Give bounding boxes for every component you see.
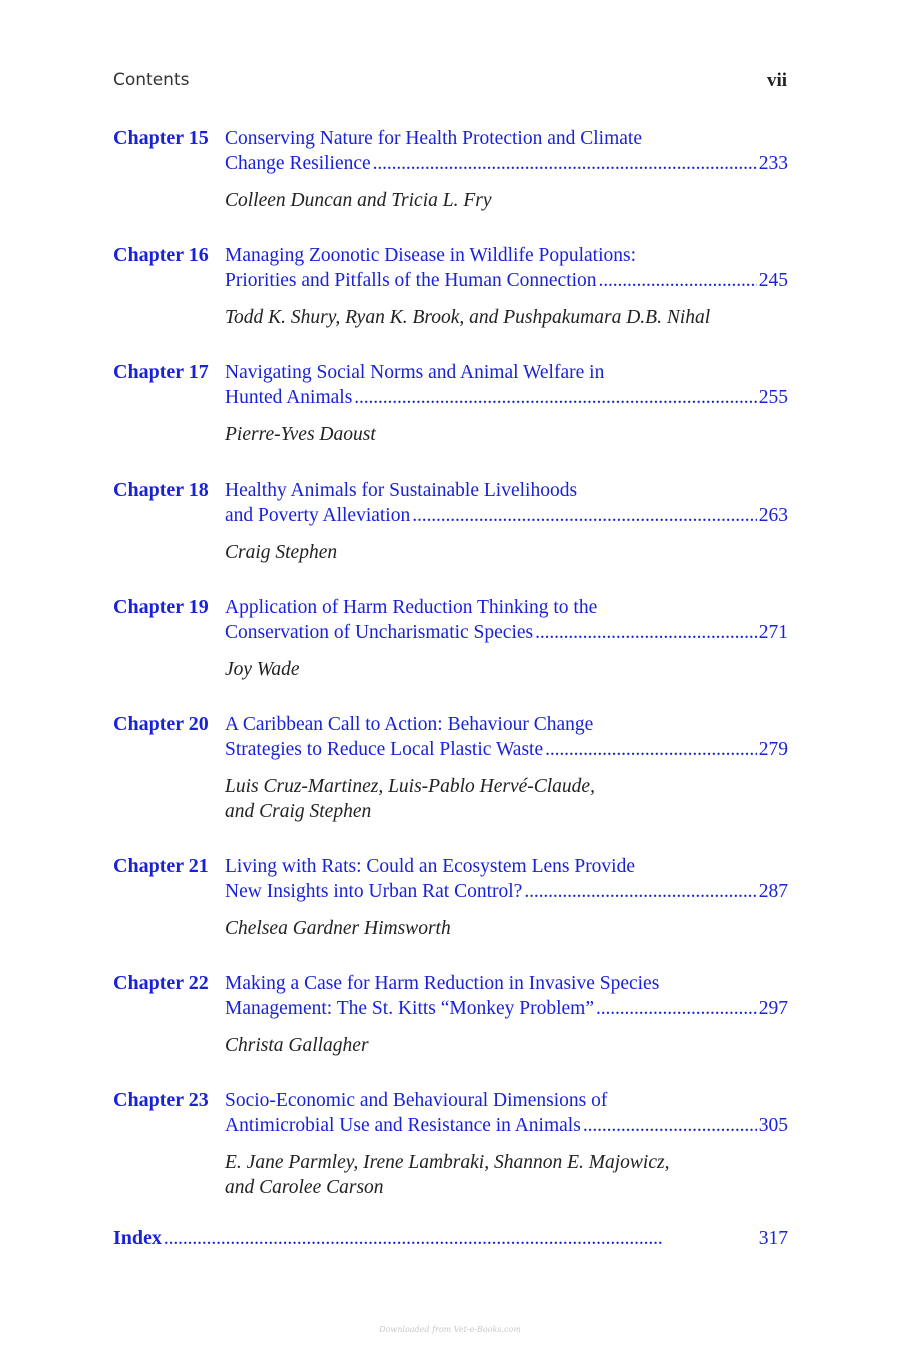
chapter-label[interactable]: Chapter 16 [113,244,209,266]
side-watermark [0,198,10,238]
chapter-label[interactable]: Chapter 22 [113,972,209,994]
chapter-page-number[interactable]: 271 [758,622,788,643]
chapter-title-line[interactable] [225,737,788,762]
chapter-label[interactable]: Chapter 21 [113,855,209,877]
chapter-title-line[interactable] [225,996,788,1021]
chapter-title-line[interactable] [225,243,788,268]
dot-leader [545,737,757,762]
dot-leader [373,151,757,176]
toc-entry-index[interactable] [113,1226,788,1251]
chapter-title-line[interactable] [225,503,788,528]
chapter-body [225,971,788,1058]
chapter-title-text[interactable]: A Caribbean Call to Action: Behaviour Change [225,714,594,735]
chapter-body [225,243,788,330]
author-line: and Craig Stephen [225,801,372,822]
chapter-label[interactable]: Chapter 19 [113,596,209,618]
dot-leader [354,385,756,410]
author-line: Craig Stephen [225,542,338,563]
chapter-page-number[interactable]: 233 [758,153,788,174]
running-title: Contents [113,70,190,90]
chapter-body [225,712,788,824]
chapter-title-text[interactable]: Change Resilience [225,153,371,174]
chapter-page-number[interactable]: 245 [758,270,788,291]
chapter-title-line[interactable] [225,385,788,410]
chapter-authors [225,774,788,824]
page-number: vii [766,70,787,91]
chapter-authors [225,188,788,213]
author-line: Colleen Duncan and Tricia L. Fry [225,190,492,211]
author-line: Luis Cruz-Martinez, Luis-Pablo Hervé-Claude, [225,776,595,797]
chapter-title-line[interactable] [225,1113,788,1138]
chapter-body [225,1088,788,1200]
chapter-title-text[interactable]: Healthy Animals for Sustainable Livelihoods [225,480,578,501]
author-line: Chelsea Gardner Himsworth [225,918,451,939]
dot-leader [583,1113,757,1138]
chapter-title-line[interactable] [225,620,788,645]
chapter-authors [225,305,788,330]
index-label[interactable]: Index [113,1227,162,1249]
chapter-page-number[interactable]: 263 [758,505,788,526]
chapter-authors [225,916,788,941]
dot-leader [412,503,757,528]
chapter-title-text[interactable]: Socio-Economic and Behavioural Dimensions of [225,1090,608,1111]
chapter-title-line[interactable] [225,360,788,385]
chapter-title-line[interactable] [225,268,788,293]
chapter-authors [225,1150,788,1200]
chapter-authors [225,657,788,682]
chapter-body [225,595,788,682]
dot-leader [599,268,757,293]
chapter-title-line[interactable] [225,879,788,904]
chapter-title-text[interactable]: Strategies to Reduce Local Plastic Waste [225,739,544,760]
chapter-title-text[interactable]: and Poverty Alleviation [225,505,411,526]
chapter-page-number[interactable]: 297 [758,998,788,1019]
chapter-title-text[interactable]: Hunted Animals [225,387,353,408]
author-line: Joy Wade [225,659,300,680]
chapter-label[interactable]: Chapter 15 [113,127,209,149]
dot-leader [596,996,757,1021]
chapter-body [225,478,788,565]
chapter-title-text[interactable]: Making a Case for Harm Reduction in Invasive Species [225,973,660,994]
chapter-label[interactable]: Chapter 17 [113,361,209,383]
chapter-title-line[interactable] [225,151,788,176]
author-line: Christa Gallagher [225,1035,369,1056]
chapter-title-text[interactable]: Antimicrobial Use and Resistance in Animals [225,1115,581,1136]
chapter-authors [225,540,788,565]
index-page[interactable]: 317 [758,1228,788,1249]
chapter-body [225,360,788,447]
chapter-title-line[interactable] [225,595,788,620]
chapter-title-text[interactable]: Management: The St. Kitts “Monkey Problem” [225,998,594,1019]
chapter-title-text[interactable]: Living with Rats: Could an Ecosystem Lens Provide [225,856,636,877]
chapter-authors [225,422,788,447]
chapter-title-text[interactable]: Conservation of Uncharismatic Species [225,622,534,643]
dot-leader [535,620,757,645]
chapter-page-number[interactable]: 305 [758,1115,788,1136]
chapter-title-text[interactable]: Managing Zoonotic Disease in Wildlife Populations: [225,245,637,266]
footer-watermark: Downloaded from Vet-e-Books.com [379,1325,521,1334]
chapter-title-text[interactable]: Conserving Nature for Health Protection and Climate [225,128,642,149]
chapter-title-line[interactable] [225,478,788,503]
chapter-title-text[interactable]: Navigating Social Norms and Animal Welfare in [225,362,605,383]
chapter-page-number[interactable]: 279 [758,739,788,760]
chapter-page-number[interactable]: 287 [758,881,788,902]
chapter-title-line[interactable] [225,126,788,151]
chapter-title-line[interactable] [225,1088,788,1113]
chapter-label[interactable]: Chapter 23 [113,1089,209,1111]
chapter-authors [225,1033,788,1058]
author-line: Pierre-Yves Daoust [225,424,376,445]
chapter-page-number[interactable]: 255 [758,387,788,408]
chapter-label[interactable]: Chapter 18 [113,479,209,501]
chapter-title-text[interactable]: Application of Harm Reduction Thinking to the [225,597,598,618]
chapter-label[interactable]: Chapter 20 [113,713,209,735]
chapter-title-line[interactable] [225,854,788,879]
author-line: Todd K. Shury, Ryan K. Brook, and Pushpakumara D.B. Nihal [225,307,711,328]
dot-leader [164,1226,757,1251]
chapter-title-text[interactable]: Priorities and Pitfalls of the Human Connection [225,270,597,291]
chapter-body [225,854,788,941]
author-line: E. Jane Parmley, Irene Lambraki, Shannon E. Majowicz, [225,1152,670,1173]
chapter-title-line[interactable] [225,971,788,996]
chapter-title-text[interactable]: New Insights into Urban Rat Control? [225,881,523,902]
author-line: and Carolee Carson [225,1177,384,1198]
dot-leader [524,879,756,904]
chapter-title-line[interactable] [225,712,788,737]
chapter-body [225,126,788,213]
page-header [113,70,787,96]
